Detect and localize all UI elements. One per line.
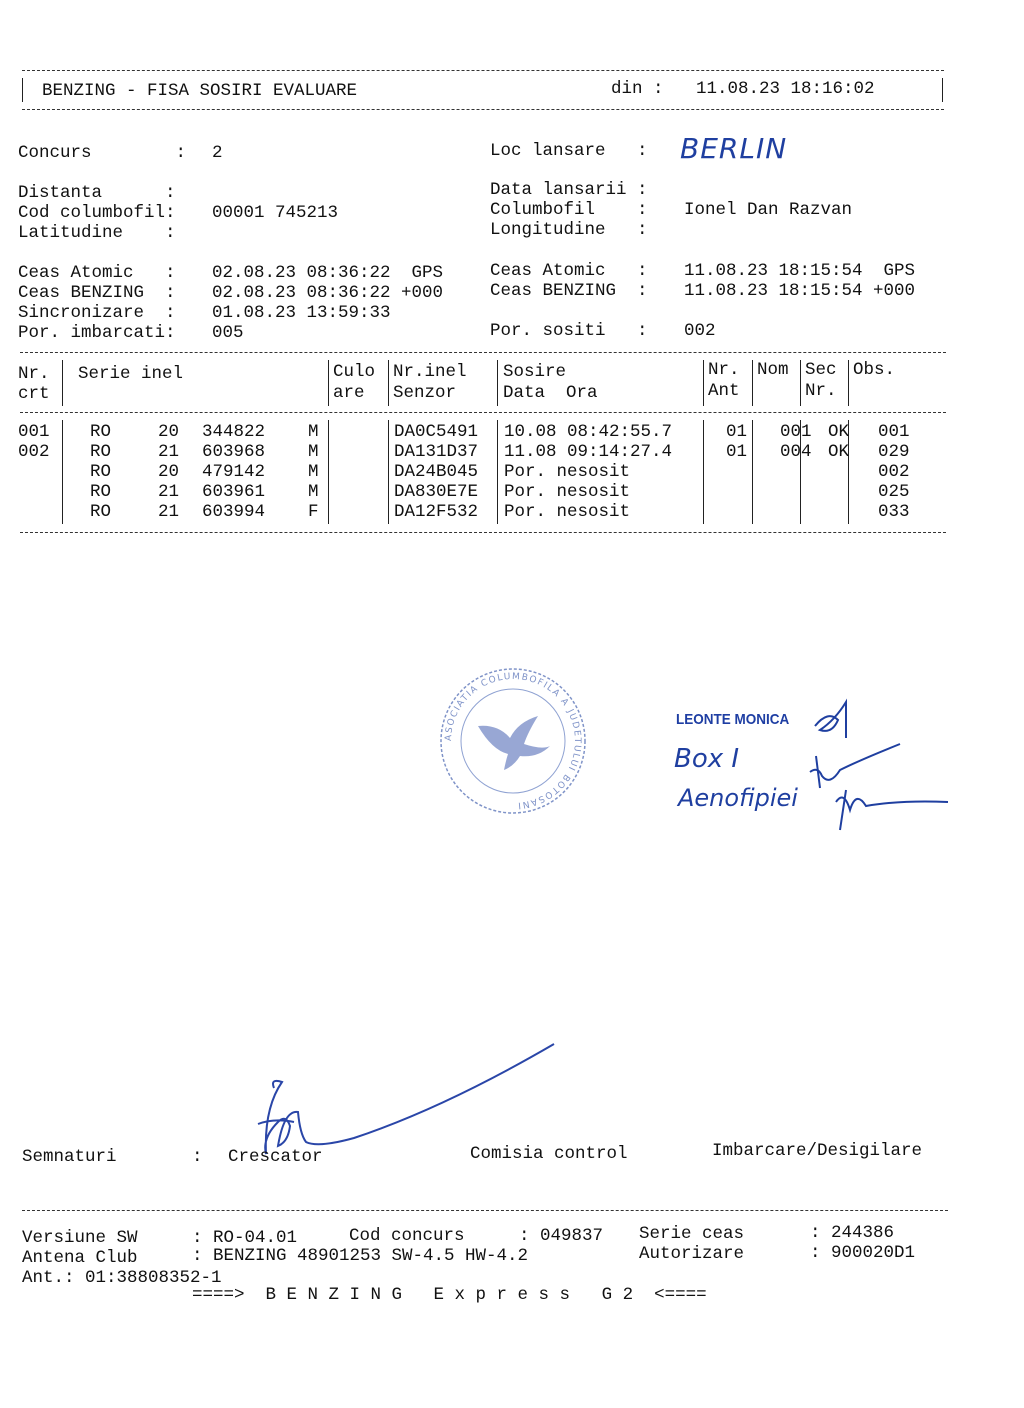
concurs-label: Concurs : [18, 143, 187, 163]
ceas-benzing-value-left: 02.08.23 08:36:22 +000 [212, 283, 444, 303]
handwritten-aenofipiei: Aenofipiei [678, 784, 798, 812]
row-sec [828, 502, 878, 522]
row-sec [828, 462, 878, 482]
row-ant [726, 482, 780, 502]
row-ring: 479142 [202, 462, 266, 482]
col-sep-4-head [497, 360, 498, 406]
row-sosire: Por. nesosit [504, 502, 631, 522]
table-top-border [20, 352, 946, 353]
columbofil-label: Columbofil : [490, 200, 648, 220]
table-row [18, 502, 938, 522]
row-sex: M [308, 442, 319, 462]
row-year: 21 [158, 482, 180, 502]
columbofil-value: Ionel Dan Razvan [684, 200, 853, 220]
row-obs: 002 [878, 462, 910, 482]
cod-concurs-label: Cod concurs [349, 1226, 465, 1246]
sincronizare-label: Sincronizare : [18, 303, 176, 323]
autorizare-value: : 900020D1 [810, 1243, 916, 1263]
autorizare-label: Autorizare [639, 1244, 745, 1264]
cod-columbofil-label: Cod columbofil: [18, 203, 176, 223]
row-sensor: DA131D37 [394, 442, 479, 462]
header-title: BENZING - FISA SOSIRI EVALUARE [42, 81, 358, 101]
row-sex: M [308, 422, 319, 442]
row-nom: 001 [780, 422, 812, 442]
row-nom [780, 482, 828, 502]
header-data-ora: Data Ora [503, 383, 598, 403]
col-sep-6-head [752, 360, 753, 406]
serie-ceas-label: Serie ceas [639, 1224, 745, 1244]
row-country: RO [90, 462, 112, 482]
arrivals-table [18, 422, 938, 522]
sositi-value: 002 [684, 321, 716, 341]
header-sec-2: Nr. [805, 381, 837, 401]
ceas-atomic-label-right: Ceas Atomic : [490, 261, 648, 281]
ceas-atomic-value-left: 02.08.23 08:36:22 GPS [212, 263, 444, 283]
header-sec-1: Sec [805, 360, 837, 380]
cod-concurs-value: : 049837 [519, 1226, 604, 1246]
col-sep-8-head [848, 360, 849, 406]
header-left-border [22, 78, 23, 102]
imbarcati-label: Por. imbarcati: [18, 323, 176, 343]
header-datetime: 11.08.23 18:16:02 [696, 79, 875, 99]
header-top-border [22, 70, 944, 71]
row-country: RO [90, 502, 112, 522]
header-right-border [942, 78, 943, 102]
footer-top-border [22, 1210, 948, 1211]
header-serie-inel: Serie inel [78, 364, 184, 384]
header-sosire: Sosire [503, 362, 567, 382]
row-sensor: DA0C5491 [394, 422, 479, 442]
club-stamp [438, 666, 588, 816]
row-nom [780, 502, 828, 522]
antena-value: : BENZING 48901253 SW-4.5 HW-4.2 [192, 1246, 529, 1266]
row-year: 20 [158, 462, 180, 482]
row-nom: 004 [780, 442, 812, 462]
header-nr-inel: Nr.inel [393, 362, 467, 382]
col-sep-5-head [703, 360, 704, 406]
ceas-benzing-label-right: Ceas BENZING : [490, 281, 648, 301]
row-ring: 603968 [202, 442, 266, 462]
row-sec: OK [828, 422, 850, 442]
row-ant: 01 [726, 422, 748, 442]
header-senzor: Senzor [393, 383, 457, 403]
serie-ceas-value: : 244386 [810, 1223, 895, 1243]
row-sex: M [308, 462, 319, 482]
row-ant [726, 502, 780, 522]
col-sep-3-head [388, 360, 389, 406]
imbarcati-value: 005 [212, 323, 244, 343]
row-obs: 033 [878, 502, 910, 522]
loc-lansare-handwritten: BERLIN [680, 132, 788, 165]
row-ant: 01 [726, 442, 748, 462]
col-sep-2-head [328, 360, 329, 406]
header-nr: Nr. [18, 364, 50, 384]
row-country: RO [90, 442, 112, 462]
header-culoare-1: Culo [333, 362, 376, 382]
handwritten-signature-strokes [660, 690, 960, 840]
header-nr-ant-1: Nr. [708, 360, 740, 380]
row-nom [780, 462, 828, 482]
row-sensor: DA24B045 [394, 462, 479, 482]
row-sosire: Por. nesosit [504, 482, 631, 502]
header-bottom-border [22, 109, 944, 110]
table-row [18, 442, 938, 462]
row-ring: 603961 [202, 482, 266, 502]
ceas-benzing-label-left: Ceas BENZING : [18, 283, 176, 303]
row-sex: F [308, 502, 319, 522]
row-nr [18, 502, 90, 522]
table-row [18, 422, 938, 442]
data-lansarii-label: Data lansarii : [490, 180, 648, 200]
row-sosire: 10.08 08:42:55.7 [504, 422, 673, 442]
row-nr: 001 [18, 422, 50, 442]
header-crt: crt [18, 384, 50, 404]
dove-icon [478, 716, 550, 770]
semnaturi-label: Semnaturi [22, 1147, 117, 1167]
row-ant [726, 462, 780, 482]
row-ring: 344822 [202, 422, 266, 442]
row-obs: 001 [878, 422, 910, 442]
row-sec: OK [828, 442, 850, 462]
row-sex: M [308, 482, 319, 502]
distanta-label: Distanta : [18, 183, 176, 203]
cod-columbofil-value: 00001 745213 [212, 203, 339, 223]
header-nom: Nom [757, 360, 789, 380]
header-din-label: din : [611, 79, 664, 99]
row-year: 21 [158, 502, 180, 522]
row-year: 21 [158, 442, 180, 462]
imbarcare-label: Imbarcare/Desigilare [712, 1141, 923, 1161]
handwritten-box: Box I [674, 744, 740, 774]
versiune-value: : RO-04.01 [192, 1228, 298, 1248]
latitudine-label: Latitudine : [18, 223, 176, 243]
table-row [18, 462, 938, 482]
header-culoare-2: are [333, 383, 365, 403]
row-sosire: Por. nesosit [504, 462, 631, 482]
row-nr [18, 482, 90, 502]
antena-label: Antena Club [22, 1248, 138, 1268]
sincronizare-value: 01.08.23 13:59:33 [212, 303, 391, 323]
header-obs: Obs. [853, 360, 896, 380]
benzing-express-banner: ====> B E N Z I N G E x p r e s s G 2 <==== [192, 1285, 707, 1305]
semnaturi-colon: : [192, 1147, 203, 1167]
crescator-label: Crescator [228, 1147, 323, 1167]
concurs-value: 2 [212, 143, 223, 163]
longitudine-label: Longitudine : [490, 220, 648, 240]
table-header-border [20, 412, 946, 413]
row-country: RO [90, 482, 112, 502]
ceas-atomic-value-right: 11.08.23 18:15:54 GPS [684, 261, 916, 281]
comisia-control-label: Comisia control [470, 1144, 628, 1164]
ceas-atomic-label-left: Ceas Atomic : [18, 263, 176, 283]
header-nr-ant-2: Ant [708, 381, 740, 401]
ceas-benzing-value-right: 11.08.23 18:15:54 +000 [684, 281, 916, 301]
row-year: 20 [158, 422, 180, 442]
row-obs: 029 [878, 442, 910, 462]
table-row [18, 482, 938, 502]
col-sep-7-head [800, 360, 801, 406]
row-obs: 025 [878, 482, 910, 502]
ant-line: Ant.: 01:38808352-1 [22, 1268, 222, 1288]
row-country: RO [90, 422, 112, 442]
versiune-label: Versiune SW [22, 1228, 138, 1248]
svg-text:ASOCIATIA COLUMBOFILA A JUDETU: ASOCIATIA COLUMBOFILA A JUDETULUI BOTOSANI [443, 671, 583, 810]
row-ring: 603994 [202, 502, 266, 522]
row-sosire: 11.08 09:14:27.4 [504, 442, 673, 462]
stamp-name: LEONTE MONICA [676, 711, 790, 728]
loc-lansare-label: Loc lansare : [490, 141, 648, 161]
sositi-label: Por. sositi : [490, 321, 648, 341]
row-sensor: DA12F532 [394, 502, 479, 522]
col-sep-1-head [62, 360, 63, 406]
row-sec [828, 482, 878, 502]
table-bottom-border [20, 532, 946, 533]
row-sensor: DA830E7E [394, 482, 479, 502]
row-nr [18, 462, 90, 482]
row-nr: 002 [18, 442, 50, 462]
